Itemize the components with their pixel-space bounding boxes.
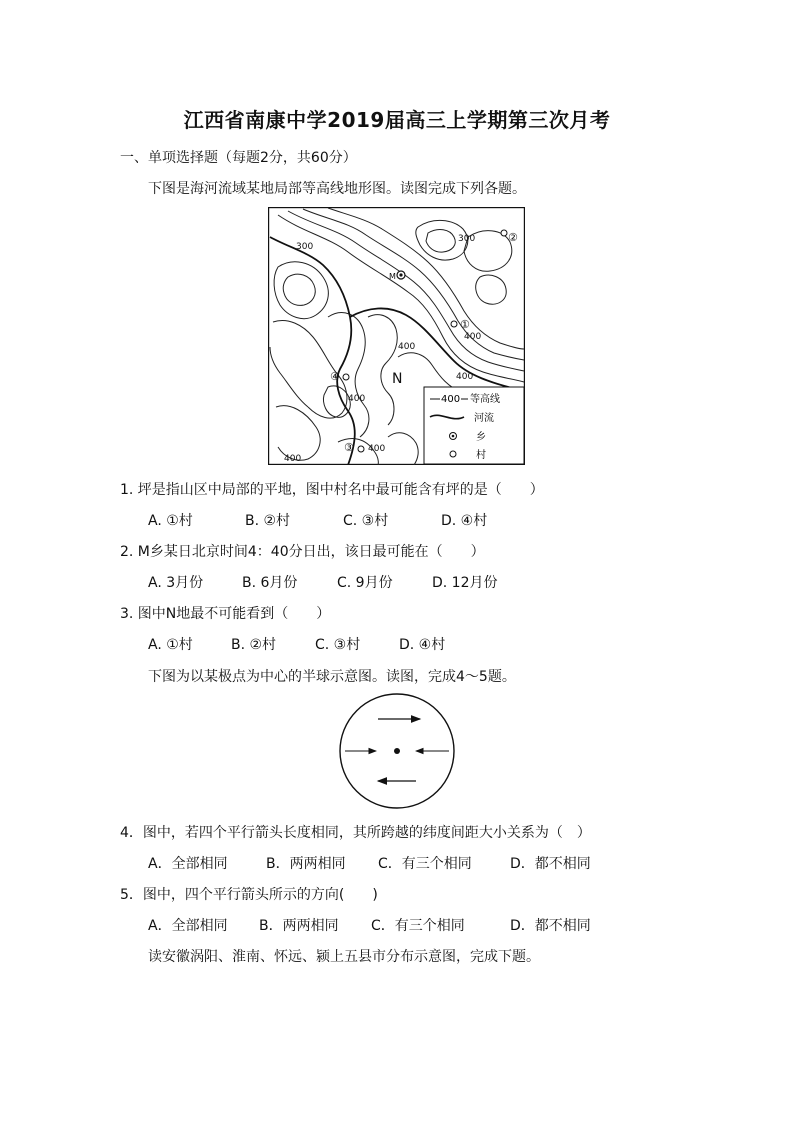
q5-option-c: C．有三个相同 <box>371 918 465 934</box>
q5-option-b: B．两两相同 <box>259 918 339 934</box>
q1-option-c: C. ③村 <box>343 513 389 529</box>
section-heading: 一、单项选择题（每题2分，共60分） <box>120 150 357 166</box>
legend-river: 河流 <box>474 413 494 424</box>
county-map-intro: 读安徽涡阳、淮南、怀远、颍上五县市分布示意图，完成下题。 <box>148 949 540 965</box>
village-marker-3 <box>358 446 364 452</box>
hemisphere-diagram <box>338 692 456 810</box>
q3-option-a: A. ①村 <box>148 637 193 653</box>
pole-point <box>394 748 400 754</box>
point-label-4: ④ <box>330 370 340 383</box>
q2-option-a: A. 3月份 <box>148 575 204 591</box>
question-3-stem: 3. 图中N地最不可能看到（ ） <box>120 606 331 622</box>
village-marker-2 <box>501 230 507 236</box>
q1-option-d: D. ④村 <box>441 513 488 529</box>
q5-option-a: A．全部相同 <box>148 918 228 934</box>
contour-label: 400 <box>284 454 302 464</box>
q4-option-c: C．有三个相同 <box>378 856 472 872</box>
point-label-1: ① <box>460 318 470 331</box>
village-marker-1 <box>451 321 457 327</box>
globe-intro: 下图为以某极点为中心的半球示意图。读图，完成4～5题。 <box>148 669 516 685</box>
question-5-stem: 5．图中，四个平行箭头所示的方向( ) <box>120 887 378 903</box>
contour-label: 400 <box>398 342 416 352</box>
q1-option-b: B. ②村 <box>245 513 291 529</box>
contour-label: 400 <box>456 372 474 382</box>
question-1-stem: 1. 坪是指山区中局部的平地，图中村名中最可能含有坪的是（ ） <box>120 482 544 498</box>
point-label-3: ③ <box>344 441 354 454</box>
q1-option-a: A. ①村 <box>148 513 193 529</box>
legend-township: 乡 <box>476 432 486 443</box>
q5-option-d: D．都不相同 <box>510 918 591 934</box>
village-marker-4 <box>343 374 349 380</box>
contour-label: 400 <box>368 444 386 454</box>
q3-option-c: C. ③村 <box>315 637 361 653</box>
contour-label: 400 <box>464 332 482 342</box>
point-label-2: ② <box>508 231 518 244</box>
q2-option-d: D. 12月份 <box>432 575 498 591</box>
q2-option-b: B. 6月份 <box>242 575 298 591</box>
q3-option-d: D. ④村 <box>399 637 446 653</box>
legend-contour: 等高线 <box>470 394 500 405</box>
contour-label: 300 <box>296 242 314 252</box>
contour-map <box>268 207 525 465</box>
q2-option-c: C. 9月份 <box>337 575 393 591</box>
legend-village: 村 <box>476 450 486 461</box>
q3-option-b: B. ②村 <box>231 637 277 653</box>
question-4-stem: 4．图中，若四个平行箭头长度相同，其所跨越的纬度间距大小关系为（ ） <box>120 825 591 841</box>
point-label-m: M <box>389 272 396 281</box>
question-2-stem: 2. M乡某日北京时间4：40分日出，该日最可能在（ ） <box>120 544 485 560</box>
page-title: 江西省南康中学2019届高三上学期第三次月考 <box>183 108 611 132</box>
legend-contour-value: 400 <box>441 394 461 405</box>
q4-option-d: D．都不相同 <box>510 856 591 872</box>
point-label-n: N <box>392 371 403 387</box>
q4-option-a: A．全部相同 <box>148 856 228 872</box>
map-legend <box>424 387 524 464</box>
q4-option-b: B．两两相同 <box>266 856 346 872</box>
contour-label: 300 <box>458 234 476 244</box>
contour-label: 400 <box>348 394 366 404</box>
map-intro: 下图是海河流域某地局部等高线地形图。读图完成下列各题。 <box>148 181 526 197</box>
